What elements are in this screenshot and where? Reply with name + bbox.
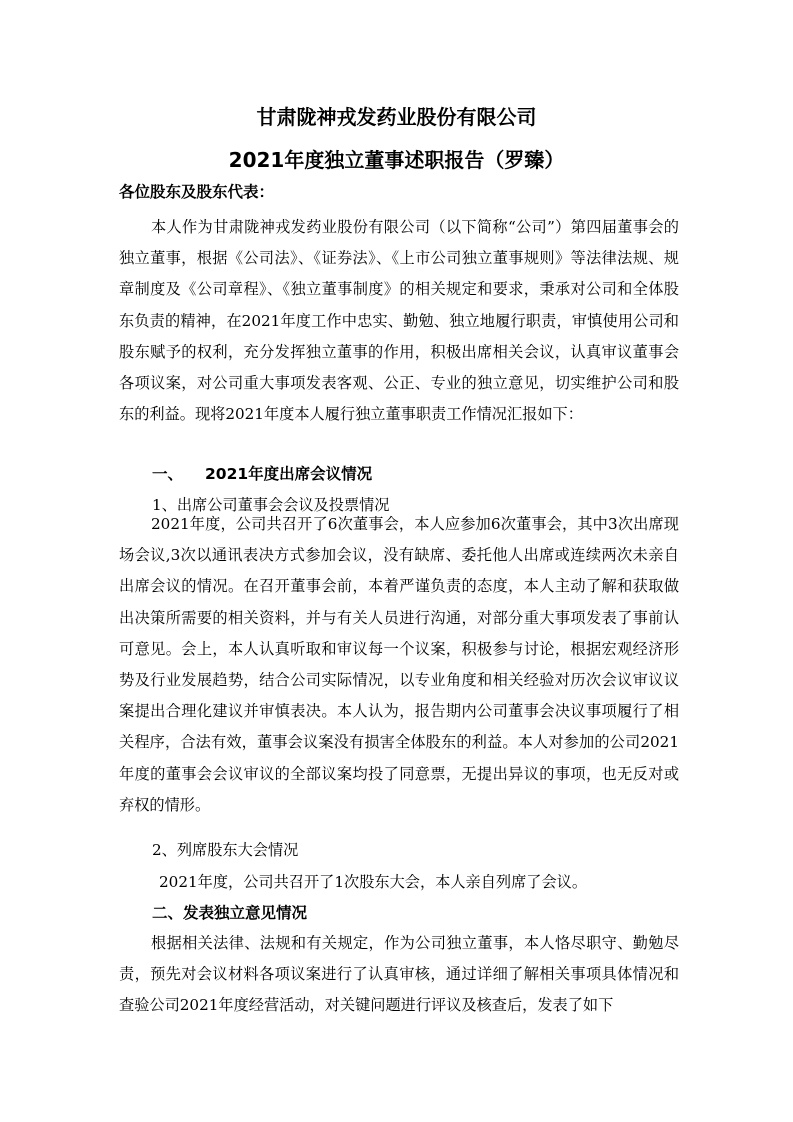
- subsection-1-heading: 1、出席公司董事会会议及投票情况: [152, 496, 390, 514]
- section-1-heading-text: 2021年度出席会议情况: [205, 465, 373, 483]
- section-2-paragraph: 根据相关法律、法规和有关规定，作为公司独立董事，本人恪尽职守、勤勉尽责，预先对会议材料各项议案进行了认真审核，通过详细了解相关事项具体情况和查验公司2021年度经营活动，对关键问题进行评议及核查后，发表了如下: [119, 934, 679, 1015]
- section-2-heading: 二、发表独立意见情况: [152, 904, 308, 922]
- subsection-2-paragraph: 2021年度，公司共召开了1次股东大会，本人亲自列席了会议。: [159, 873, 588, 891]
- intro-paragraph: 本人作为甘肃陇神戎发药业股份有限公司（以下简称“公司”）第四届董事会的独立董事，根据《公司法》、《证券法》、《上市公司独立董事规则》等法律法规、规章制度及《公司章程》、《独立董事制度》的相关规定和要求，秉承对公司和全体股东负责的精神，在2021年度工作中忠实、勤勉、独立地履行职责，审慎使用公司和股东赋予的权利，充分发挥独立董事的作用，积极出席相关会议，认真审议董事会各项议案，对公司重大事项发表客观、公正、专业的独立意见，切实维护公司和股东的利益。现将2021年度本人履行独立董事职责工作情况汇报如下：: [119, 218, 679, 424]
- company-title: 甘肃陇神戎发药业股份有限公司: [256, 105, 537, 129]
- section-1-heading: [152, 462, 372, 486]
- salutation: 各位股东及股东代表：: [119, 183, 275, 201]
- section-1-number: 一、: [152, 465, 184, 483]
- subsection-2-heading: 2、列席股东大会情况: [152, 841, 299, 859]
- report-title: 2021年度独立董事述职报告（罗臻）: [228, 148, 565, 172]
- subsection-1-paragraph: 2021年度，公司共召开了6次董事会，本人应参加6次董事会，其中3次出席现场会议,3次以通讯表决方式参加会议，没有缺席、委托他人出席或连续两次未亲自出席会议的情况。在召开董事会前，本着严谨负责的态度，本人主动了解和获取做出决策所需要的相关资料，并与有关人员进行沟通，对部分重大事项发表了事前认可意见。会上，本人认真听取和审议每一个议案，积极参与讨论，根据宏观经济形势及行业发展趋势，结合公司实际情况，以专业角度和相关经验对历次会议审议议案提出合理化建议并审慎表决。本人认为，报告期内公司董事会决议事项履行了相关程序，合法有效，董事会议案没有损害全体股东的利益。本人对参加的公司2021年度的董事会会议审议的全部议案均投了同意票，无提出异议的事项，也无反对或弃权的情形。: [119, 515, 679, 814]
